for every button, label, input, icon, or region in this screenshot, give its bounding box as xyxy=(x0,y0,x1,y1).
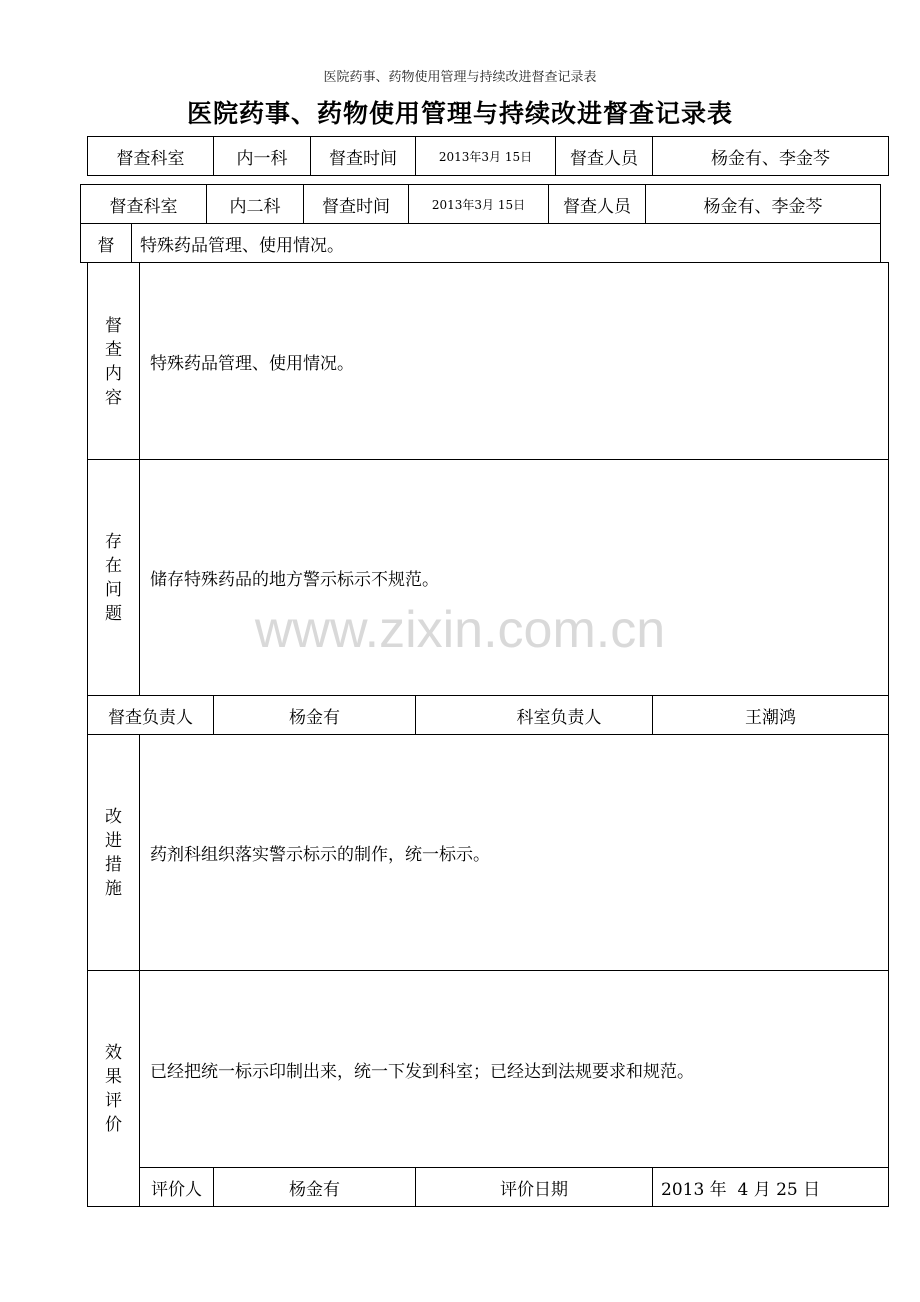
evaluator-value: 杨金有 xyxy=(289,1179,340,1200)
time-label: 督查时间 xyxy=(329,148,397,169)
page-title: 医院药事、药物使用管理与持续改进督查记录表 xyxy=(186,99,733,128)
staff-value: 杨金有、李金芩 xyxy=(703,196,823,217)
issue-label: 存 在 问 题 xyxy=(105,531,122,624)
evaluator-label: 评价人 xyxy=(151,1179,202,1200)
dept-head-value: 王潮鸿 xyxy=(745,707,796,728)
content-value: 特殊药品管理、使用情况。 xyxy=(150,354,354,374)
staff-label: 督查人员 xyxy=(563,196,631,217)
content-label: 督 查 内 容 xyxy=(105,315,122,408)
row-value: 特殊药品管理、使用情况。 xyxy=(140,235,344,256)
dept-label: 督查科室 xyxy=(109,196,178,217)
row-label: 督 xyxy=(97,235,115,256)
dept-head-label: 科室负责人 xyxy=(516,707,602,728)
eval-date-label: 评价日期 xyxy=(500,1179,568,1200)
document-header: 医院药事、药物使用管理与持续改进督查记录表 xyxy=(323,70,597,85)
time-label: 督查时间 xyxy=(322,196,390,217)
issue-value: 储存特殊药品的地方警示标示不规范。 xyxy=(150,570,439,590)
staff-value: 杨金有、李金芩 xyxy=(711,148,830,169)
staff-label: 督查人员 xyxy=(570,148,638,169)
dept-value: 内二科 xyxy=(229,196,281,217)
measure-label: 改 进 措 施 xyxy=(105,806,122,899)
measure-value: 药剂科组织落实警示标示的制作，统一标示。 xyxy=(150,845,490,865)
eval-date-value: 2013 年 4 月 25 日 xyxy=(661,1179,821,1200)
time-value: 2013年3月 15日 xyxy=(438,149,533,164)
inspector-value: 杨金有 xyxy=(289,707,340,728)
dept-label: 督查科室 xyxy=(116,148,185,169)
effect-value: 已经把统一标示印制出来，统一下发到科室；已经达到法规要求和规范。 xyxy=(150,1061,694,1082)
effect-label: 效 果 评 价 xyxy=(105,1042,122,1135)
inspector-label: 督查负责人 xyxy=(108,707,193,728)
dept-value: 内一科 xyxy=(236,148,288,169)
time-value: 2013年3月 15日 xyxy=(431,197,526,212)
watermark: www.zixin.com.cn xyxy=(254,601,666,659)
